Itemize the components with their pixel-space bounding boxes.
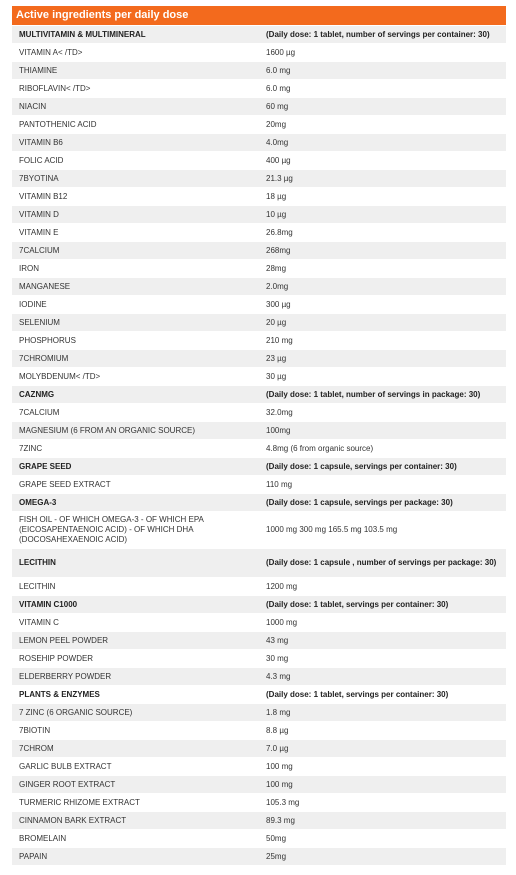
table-row [12,296,506,314]
section-header-row [12,549,506,578]
table-row [12,704,506,722]
table-row [12,62,506,80]
ingredient-name: FOLIC ACID [12,152,259,170]
ingredient-name: IODINE [12,296,259,314]
section-name: VITAMIN C1000 [12,596,259,614]
table-row [12,848,506,866]
ingredient-name: MAGNESIUM (6 FROM AN ORGANIC SOURCE) [12,422,259,440]
table-row [12,440,506,458]
ingredient-name: 7 ZINC (6 ORGANIC SOURCE) [12,704,259,722]
table-row [12,794,506,812]
section-header-row [12,458,506,476]
ingredient-name: ROSEHIP POWDER [12,650,259,668]
ingredient-amount: 6.0 mg [259,80,506,98]
table-row [12,188,506,206]
ingredient-name: ELDERBERRY POWDER [12,668,259,686]
ingredient-amount: 210 mg [259,332,506,350]
ingredient-name: TURMERIC RHIZOME EXTRACT [12,794,259,812]
section-dose-info: (Daily dose: 1 tablet, number of servings in package: 30) [259,386,506,404]
ingredient-name: GINGER ROOT EXTRACT [12,776,259,794]
ingredient-name: 7CALCIUM [12,404,259,422]
ingredient-amount: 20mg [259,116,506,134]
section-name: OMEGA-3 [12,494,259,512]
table-row [12,260,506,278]
ingredient-amount: 100mg [259,422,506,440]
ingredient-amount: 1000 mg 300 mg 165.5 mg 103.5 mg [259,512,506,549]
ingredient-amount: 89.3 mg [259,812,506,830]
table-row [12,758,506,776]
section-dose-info: (Daily dose: 1 tablet, servings per container: 30) [259,686,506,704]
section-name: GRAPE SEED [12,458,259,476]
table-row [12,98,506,116]
ingredient-amount: 300 µg [259,296,506,314]
ingredient-name: 7BIOTIN [12,722,259,740]
ingredient-amount: 1200 mg [259,578,506,596]
ingredient-amount: 110 mg [259,476,506,494]
ingredient-name: PANTOTHENIC ACID [12,116,259,134]
section-header-row [12,686,506,704]
ingredient-name: VITAMIN A< /TD> [12,44,259,62]
ingredient-name: IRON [12,260,259,278]
ingredient-amount: 21.3 µg [259,170,506,188]
table-row [12,668,506,686]
table-row [12,578,506,596]
ingredient-amount: 30 mg [259,650,506,668]
table-row [12,722,506,740]
ingredient-name: SELENIUM [12,314,259,332]
ingredient-amount: 25mg [259,848,506,866]
section-header-row [12,596,506,614]
table-row [12,512,506,549]
ingredient-amount: 20 µg [259,314,506,332]
ingredient-name: PAPAIN [12,848,259,866]
ingredient-amount: 43 mg [259,632,506,650]
ingredient-name: 7BYOTINA [12,170,259,188]
ingredient-amount: 105.3 mg [259,794,506,812]
ingredient-amount: 1.8 mg [259,704,506,722]
ingredient-name: VITAMIN E [12,224,259,242]
table-row [12,740,506,758]
table-row [12,152,506,170]
ingredient-name: CINNAMON BARK EXTRACT [12,812,259,830]
section-header-row [12,26,506,44]
table-row [12,170,506,188]
ingredients-table-body [12,26,506,866]
table-row [12,206,506,224]
ingredient-amount: 4.0mg [259,134,506,152]
ingredient-name: THIAMINE [12,62,259,80]
ingredient-amount: 60 mg [259,98,506,116]
ingredient-amount: 100 mg [259,776,506,794]
ingredient-amount: 1600 µg [259,44,506,62]
ingredient-name: LECITHIN [12,578,259,596]
table-row [12,116,506,134]
table-row [12,80,506,98]
ingredient-name: BROMELAIN [12,830,259,848]
table-row [12,476,506,494]
section-name: MULTIVITAMIN & MULTIMINERAL [12,26,259,44]
ingredient-name: PHOSPHORUS [12,332,259,350]
table-row [12,422,506,440]
section-dose-info: (Daily dose: 1 capsule, servings per container: 30) [259,458,506,476]
ingredient-amount: 4.3 mg [259,668,506,686]
ingredient-amount: 6.0 mg [259,62,506,80]
table-row [12,632,506,650]
section-header-row [12,494,506,512]
table-row [12,830,506,848]
ingredient-name: LEMON PEEL POWDER [12,632,259,650]
ingredient-name: GRAPE SEED EXTRACT [12,476,259,494]
section-dose-info: (Daily dose: 1 tablet, number of servings per container: 30) [259,26,506,44]
ingredient-name: GARLIC BULB EXTRACT [12,758,259,776]
section-dose-info: (Daily dose: 1 tablet, servings per container: 30) [259,596,506,614]
ingredient-amount: 1000 mg [259,614,506,632]
ingredient-amount: 10 µg [259,206,506,224]
table-row [12,350,506,368]
table-title: Active ingredients per daily dose [12,6,506,25]
table-row [12,278,506,296]
section-name: CAZNMG [12,386,259,404]
ingredient-amount: 26.8mg [259,224,506,242]
ingredient-amount: 400 µg [259,152,506,170]
ingredient-name: MANGANESE [12,278,259,296]
section-dose-info: (Daily dose: 1 capsule , number of servings per package: 30) [259,549,506,578]
ingredient-name: VITAMIN B12 [12,188,259,206]
ingredient-name: FISH OIL - OF WHICH OMEGA-3 - OF WHICH EPA (EICOSAPENTAENOIC ACID) - OF WHICH DHA (DOCOSAHEXAENOIC ACID) [12,512,259,549]
table-row [12,650,506,668]
table-row [12,314,506,332]
table-row [12,368,506,386]
table-row [12,242,506,260]
ingredient-amount: 7.0 µg [259,740,506,758]
ingredient-amount: 2.0mg [259,278,506,296]
table-row [12,776,506,794]
ingredient-name: VITAMIN C [12,614,259,632]
ingredient-name: 7CALCIUM [12,242,259,260]
table-row [12,812,506,830]
ingredient-name: VITAMIN B6 [12,134,259,152]
ingredient-amount: 100 mg [259,758,506,776]
ingredient-amount: 28mg [259,260,506,278]
ingredient-amount: 4.8mg (6 from organic source) [259,440,506,458]
table-row [12,332,506,350]
ingredient-amount: 18 µg [259,188,506,206]
table-row [12,44,506,62]
ingredient-amount: 32.0mg [259,404,506,422]
ingredient-name: RIBOFLAVIN< /TD> [12,80,259,98]
table-row [12,224,506,242]
ingredient-amount: 268mg [259,242,506,260]
section-name: LECITHIN [12,549,259,578]
section-dose-info: (Daily dose: 1 capsule, servings per package: 30) [259,494,506,512]
table-row [12,134,506,152]
ingredient-name: 7ZINC [12,440,259,458]
ingredient-name: NIACIN [12,98,259,116]
table-row [12,404,506,422]
section-name: PLANTS & ENZYMES [12,686,259,704]
section-header-row [12,386,506,404]
table-row [12,614,506,632]
ingredient-name: VITAMIN D [12,206,259,224]
ingredient-name: 7CHROMIUM [12,350,259,368]
ingredient-amount: 23 µg [259,350,506,368]
ingredient-name: MOLYBDENUM< /TD> [12,368,259,386]
ingredient-amount: 8.8 µg [259,722,506,740]
ingredient-name: 7CHROM [12,740,259,758]
ingredient-amount: 30 µg [259,368,506,386]
ingredients-table [12,26,506,866]
ingredients-panel [12,6,506,866]
ingredient-amount: 50mg [259,830,506,848]
